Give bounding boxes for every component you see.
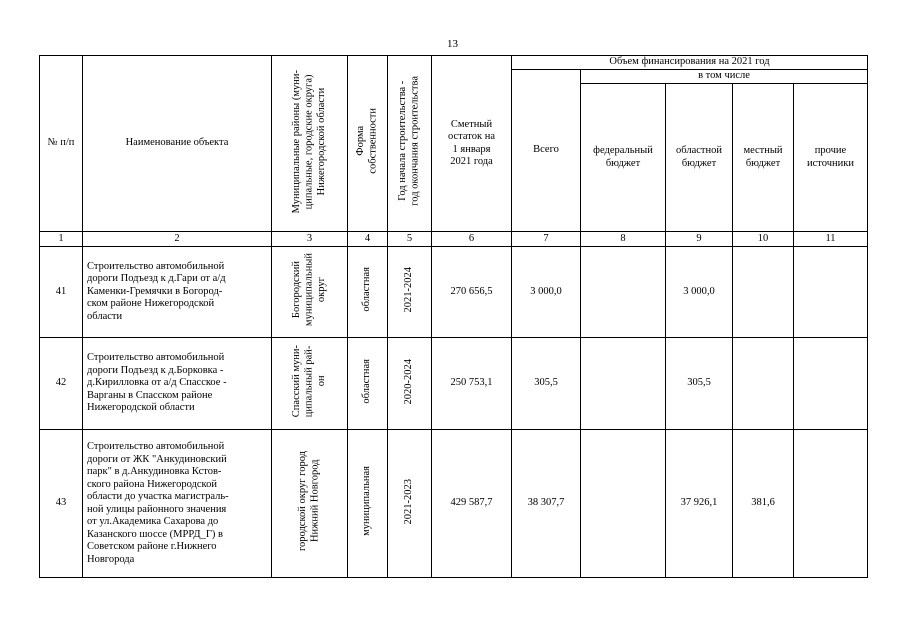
header-ownership: Форма собственности — [348, 56, 388, 232]
regional: 3 000,0 — [666, 247, 733, 338]
row-num: 43 — [40, 430, 83, 578]
federal — [581, 338, 666, 430]
column-numbers-row — [40, 232, 868, 247]
header-funding: Объем финансирования на 2021 год — [512, 56, 868, 70]
total: 38 307,7 — [512, 430, 581, 578]
object-name: Строительство автомобильной дороги от ЖК "Анкудиновский парк" в д.Анкудиновка Кстов- ского района Нижегородской области до участка магистраль- ной улицы районного значения от ул.Академика Сахарова до Казанского шоссе (МРРД_Г) в Советском районе г.Нижнего Новгорода — [83, 430, 272, 578]
district: Богородский муниципальный округ — [272, 247, 348, 338]
column-number: 4 — [348, 232, 388, 247]
column-number: 5 — [388, 232, 432, 247]
federal — [581, 247, 666, 338]
federal — [581, 430, 666, 578]
row-num: 42 — [40, 338, 83, 430]
page-number: 13 — [447, 38, 458, 50]
column-number: 9 — [666, 232, 733, 247]
header-other: прочие источники — [794, 84, 868, 232]
district: Спасский муни- ципальный рай- он — [272, 338, 348, 430]
ownership: областная — [348, 338, 388, 430]
regional: 37 926,1 — [666, 430, 733, 578]
other — [794, 338, 868, 430]
total: 305,5 — [512, 338, 581, 430]
local: 381,6 — [733, 430, 794, 578]
total: 3 000,0 — [512, 247, 581, 338]
header-num: № п/п — [40, 56, 83, 232]
table-row — [40, 247, 868, 338]
header-estimate: Сметный остаток на 1 января 2021 года — [432, 56, 512, 232]
column-number: 2 — [83, 232, 272, 247]
regional: 305,5 — [666, 338, 733, 430]
years: 2021-2024 — [388, 247, 432, 338]
header-federal: федеральный бюджет — [581, 84, 666, 232]
ownership: областная — [348, 247, 388, 338]
years: 2021-2023 — [388, 430, 432, 578]
local — [733, 338, 794, 430]
header-total: Всего — [512, 70, 581, 232]
column-number: 6 — [432, 232, 512, 247]
table-row — [40, 338, 868, 430]
table-row — [40, 430, 868, 578]
column-number: 1 — [40, 232, 83, 247]
estimate: 270 656,5 — [432, 247, 512, 338]
column-number: 11 — [794, 232, 868, 247]
column-number: 10 — [733, 232, 794, 247]
header-years: Год начала строительства - год окончания строительства — [388, 56, 432, 232]
header-including: в том числе — [581, 70, 868, 84]
local — [733, 247, 794, 338]
row-num: 41 — [40, 247, 83, 338]
column-number: 7 — [512, 232, 581, 247]
estimate: 429 587,7 — [432, 430, 512, 578]
header-regional: областной бюджет — [666, 84, 733, 232]
district: городской округ город Нижний Новгород — [272, 430, 348, 578]
header-district: Муниципальные районы (муни- ципальные, городские округа) Нижегородской области — [272, 56, 348, 232]
funding-table — [39, 55, 868, 578]
object-name: Строительство автомобильной дороги Подъезд к д.Борковка - д.Кирилловка от а/д Спасское - Варганы в Спасском районе Нижегородской области — [83, 338, 272, 430]
header-local: местный бюджет — [733, 84, 794, 232]
column-number: 8 — [581, 232, 666, 247]
ownership: муниципальная — [348, 430, 388, 578]
header-name: Наименование объекта — [83, 56, 272, 232]
estimate: 250 753,1 — [432, 338, 512, 430]
column-number: 3 — [272, 232, 348, 247]
other — [794, 247, 868, 338]
years: 2020-2024 — [388, 338, 432, 430]
object-name: Строительство автомобильной дороги Подъезд к д.Гари от а/д Каменки-Гремячки в Богород- ском районе Нижегородской области — [83, 247, 272, 338]
other — [794, 430, 868, 578]
